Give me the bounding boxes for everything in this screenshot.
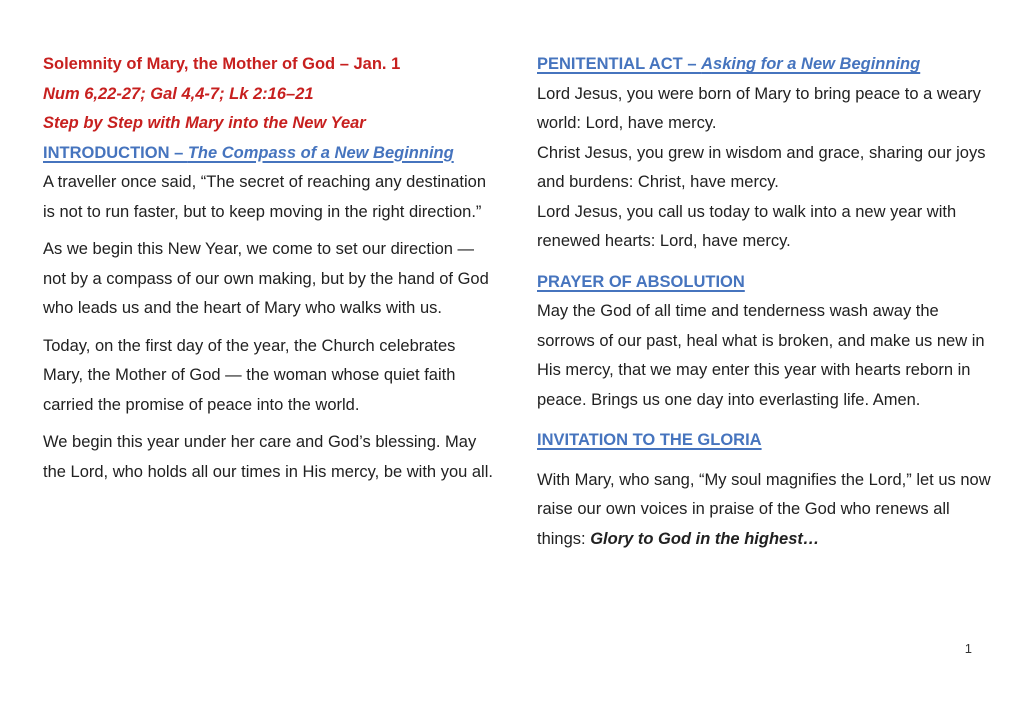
page-number: 1 (964, 641, 972, 656)
left-column (43, 50, 497, 554)
penitential-invocation-3: Lord Jesus, you call us today to walk into a new year with renewed hearts: Lord, have mercy. (537, 202, 957, 250)
gloria-paragraph-emphasis: Glory to God in the highest… (590, 529, 820, 548)
intro-paragraph-3: Today, on the first day of the year, the Church celebrates Mary, the Mother of God — the woman whose quiet faith carried the promise of peace into the world. (43, 336, 456, 414)
absolution-paragraph: May the God of all time and tenderness wash away the sorrows of our past, heal what is broken, and make us new in His mercy, that we may enter this year with hearts reborn in peace. Brings us one day into everlasting life. Amen. (537, 302, 985, 409)
intro-paragraph-2: As we begin this New Year, we come to set our direction — not by a compass of our own making, but by the hand of God who leads us and the heart of Mary who walks with us. (43, 240, 489, 317)
gloria-paragraph-text: With Mary, who sang, “My soul magnifies the Lord,” let us now raise our own voices in praise of the God who renews all things: (537, 470, 991, 548)
penitential-act-heading-subtitle: Asking for a New Beginning (701, 55, 921, 73)
gloria-heading: INVITATION TO THE GLORIA (537, 431, 762, 449)
two-column-layout (43, 50, 991, 554)
introduction-heading (43, 139, 497, 169)
scripture-readings: Num 6,22-27; Gal 4,4-7; Lk 2:16–21 (43, 84, 314, 103)
penitential-invocation-2: Christ Jesus, you grew in wisdom and grace, sharing our joys and burdens: Christ, have mercy. (537, 143, 986, 191)
absolution-heading: PRAYER OF ABSOLUTION (537, 272, 745, 291)
right-column (537, 50, 991, 554)
intro-paragraph-1: A traveller once said, “The secret of reaching any destination is not to run faster, but to keep moving in the right direction.” (43, 173, 486, 221)
theme-line: Step by Step with Mary into the New Year (43, 114, 366, 132)
document-title: Solemnity of Mary, the Mother of God – Jan. 1 (43, 55, 401, 73)
penitential-act-heading-label: PENITENTIAL ACT – (537, 55, 702, 73)
intro-paragraph-4: We begin this year under her care and God’s blessing. May the Lord, who holds all our times in His mercy, be with you all. (43, 433, 493, 481)
penitential-act-heading (537, 50, 991, 80)
penitential-invocation-1: Lord Jesus, you were born of Mary to bring peace to a weary world: Lord, have mercy. (537, 84, 981, 132)
introduction-heading-subtitle: The Compass of a New Beginning (187, 143, 454, 162)
introduction-heading-label: INTRODUCTION – (43, 143, 188, 162)
gloria-paragraph (537, 466, 991, 555)
